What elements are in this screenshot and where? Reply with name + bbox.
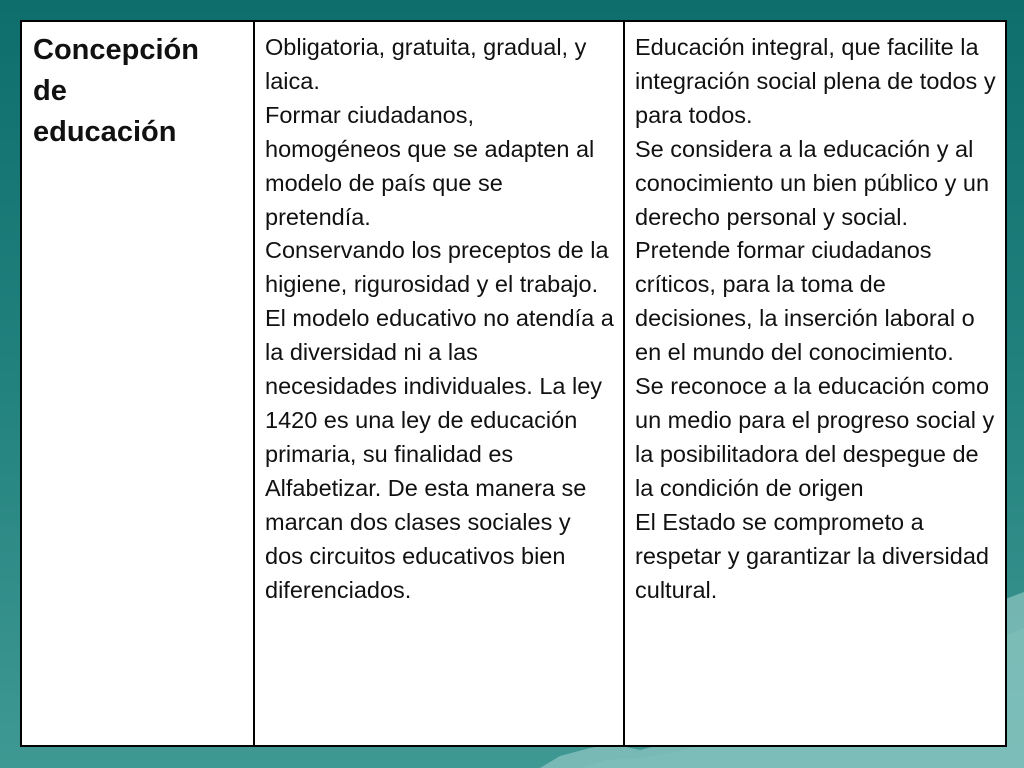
heading-line: educación: [33, 116, 177, 148]
middle-column-text: [255, 22, 623, 607]
right-column-cell: [624, 21, 1006, 746]
paragraph: El modelo educativo no atendía a la diversidad ni a las necesidades individuales. La ley 1420 es una ley de educación primaria, su finalidad es Alfabetizar. De esta manera se marcan dos clases sociales y dos circuitos educativos bien diferenciados.: [265, 305, 614, 603]
middle-column-cell: [254, 21, 624, 746]
right-column-text: [625, 22, 1005, 607]
heading-line: Concepción: [33, 34, 199, 66]
paragraph: Educación integral, que facilite la integración social plena de todos y para todos.: [635, 34, 996, 128]
paragraph: Formar ciudadanos, homogéneos que se adapten al modelo de país que se pretendía.: [265, 101, 595, 230]
paragraph: Se considera a la educación y al conocimiento un bien público y un derecho personal y social.: [635, 135, 990, 230]
heading-line: de: [33, 75, 67, 107]
row-heading: [22, 22, 253, 153]
education-comparison-table: [20, 20, 1007, 747]
paragraph: Se reconoce a la educación como un medio para el progreso social y la posibilitadora del despegue de la condición de origen: [635, 373, 995, 501]
table-row: [21, 21, 1006, 746]
paragraph: Pretende formar ciudadanos críticos, para la toma de decisiones, la inserción laboral o en el mundo del conocimiento.: [635, 237, 975, 366]
heading-cell: [21, 21, 254, 746]
paragraph: Conservando los preceptos de la higiene, rigurosidad y el trabajo.: [265, 237, 609, 298]
paragraph: El Estado se comprometo a respetar y garantizar la diversidad cultural.: [635, 508, 989, 603]
paragraph: Obligatoria, gratuita, gradual, y laica.: [265, 34, 587, 94]
